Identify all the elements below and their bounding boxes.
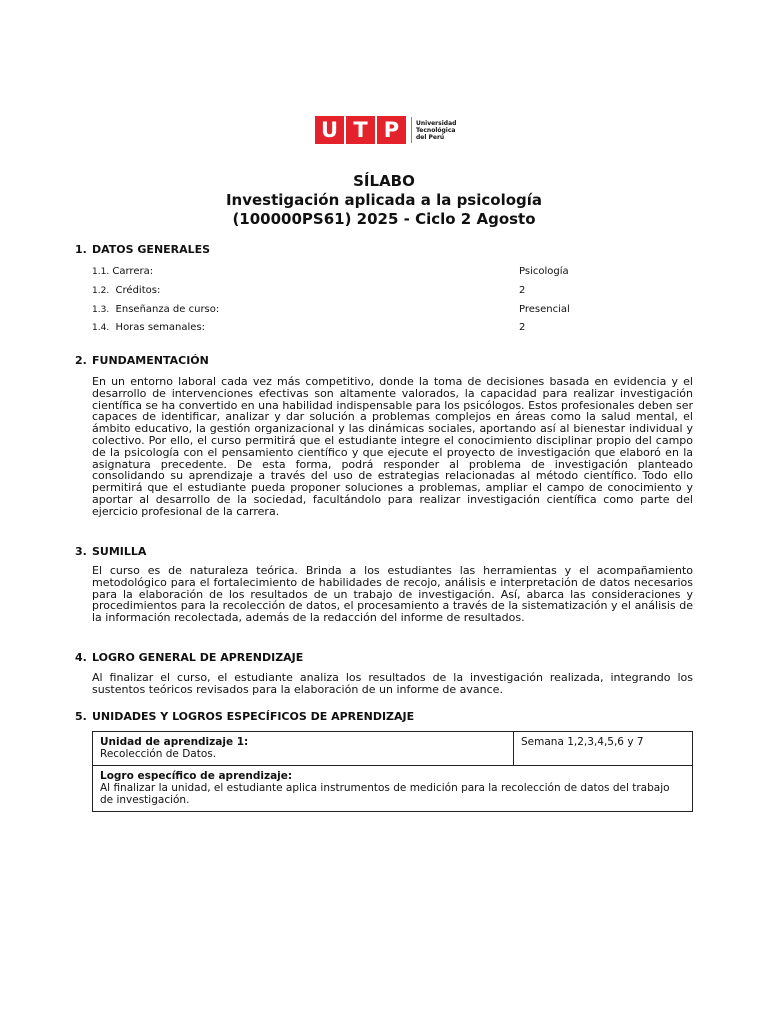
- section-number: 1.: [75, 243, 87, 256]
- logo-letter-p: P: [377, 116, 406, 144]
- data-row-horas: [92, 322, 592, 333]
- logo-university-name: [416, 120, 456, 141]
- logro-text: Al finalizar la unidad, el estudiante aplica instrumentos de medición para la recolección de datos del trabajo de investigación.: [100, 782, 670, 806]
- logo-line: Universidad: [416, 119, 457, 127]
- section-2-heading: [75, 354, 209, 367]
- section-5-heading: [75, 710, 414, 723]
- row-value: Presencial: [519, 304, 570, 315]
- data-row-carrera: [92, 266, 592, 277]
- row-index: 1.3.: [92, 305, 110, 315]
- row-value: 2: [519, 285, 526, 296]
- utp-logo: [315, 116, 456, 144]
- unit-label: Unidad de aprendizaje 1:: [100, 736, 249, 748]
- section-3-heading: [75, 545, 146, 558]
- document-title: [0, 172, 768, 229]
- row-index: 1.4.: [92, 323, 110, 333]
- row-label: Horas semanales:: [115, 322, 206, 333]
- weeks-cell: [514, 732, 693, 766]
- units-table: [92, 731, 693, 812]
- section-title: DATOS GENERALES: [92, 243, 211, 256]
- unit-cell: [93, 732, 514, 766]
- section-1-heading: [75, 243, 210, 256]
- section-number: 5.: [75, 710, 87, 723]
- section-number: 4.: [75, 651, 87, 664]
- logro-label: Logro específico de aprendizaje:: [100, 770, 293, 782]
- sumilla-text: El curso es de naturaleza teórica. Brinda a los estudiantes las herramientas y el acompañamiento metodológico para el fortalecimiento de habilidades de recojo, análisis e interpretación de datos necesarios para la elaboración de los resultados de un trabajo de investigación. Así, abarca las consideraciones y procedimientos para la recolección de datos, el procesamiento a través de la sistematización y el análisis de la información recolectada, además de la redacción del informe de resultados.: [92, 564, 693, 625]
- section-title: SUMILLA: [92, 545, 147, 558]
- title-line-3: (100000PS61) 2025 - Ciclo 2 Agosto: [232, 210, 536, 228]
- logo-letter-t: T: [346, 116, 375, 144]
- row-value: 2: [519, 322, 526, 333]
- row-index: 1.2.: [92, 286, 110, 296]
- row-index: 1.1.: [92, 267, 110, 277]
- title-line-1: SÍLABO: [353, 172, 415, 190]
- data-row-creditos: [92, 285, 592, 296]
- table-row: [93, 732, 693, 766]
- logo-line: Tecnológica: [416, 126, 456, 134]
- logro-general-text: Al finalizar el curso, el estudiante analiza los resultados de la investigación realizada, integrando los sustentos teóricos revisados para la elaboración de un informe de avance.: [92, 671, 693, 696]
- logo-divider: [411, 117, 412, 143]
- row-label: Carrera:: [112, 266, 154, 277]
- section-4-heading: [75, 651, 303, 664]
- section-number: 3.: [75, 545, 87, 558]
- row-label: Enseñanza de curso:: [115, 304, 220, 315]
- title-line-2: Investigación aplicada a la psicología: [225, 191, 543, 209]
- data-row-ensenanza: [92, 304, 592, 315]
- row-label: Créditos:: [115, 285, 161, 296]
- section-number: 2.: [75, 354, 87, 367]
- logro-cell: [93, 766, 693, 812]
- table-row: [93, 766, 693, 812]
- logo-line: del Perú: [416, 133, 445, 141]
- section-title: FUNDAMENTACIÓN: [92, 354, 209, 367]
- logo-letter-u: U: [315, 116, 344, 144]
- unit-name: Recolección de Datos.: [100, 748, 217, 760]
- row-value: Psicología: [519, 266, 569, 277]
- fundamentacion-text: En un entorno laboral cada vez más competitivo, donde la toma de decisiones basada en evidencia y el desarrollo de intervenciones efectivas son altamente valorados, la capacidad para realizar investigación científica se ha convertido en una habilidad indispensable para los psicólogos. Estos profesionales deben ser capaces de identificar, analizar y dar solución a problemas complejos en áreas como la salud mental, el ámbito educativo, la gestión organizacional y las dinámicas sociales, aportando así al bienestar individual y colectivo. Por ello, el curso permitirá que el estudiante integre el conocimiento disciplinar propio del campo de la psicología con el pensamiento científico y que ejecute el proyecto de investigación que elaboró en la asignatura precedente. De esta forma, podrá responder al problema de investigación planteado consolidando su aprendizaje a través del uso de estrategias relacionadas al método científico. Todo ello permitirá que el estudiante pueda proponer soluciones a problemas, ampliar el campo de conocimiento y aportar al desarrollo de la sociedad, facultándolo para realizar investigación científica como parte del ejercicio profesional de la carrera.: [92, 375, 693, 518]
- unit-weeks: Semana 1,2,3,4,5,6 y 7: [521, 736, 644, 748]
- section-title: UNIDADES Y LOGROS ESPECÍFICOS DE APRENDIZAJE: [92, 710, 415, 723]
- section-title: LOGRO GENERAL DE APRENDIZAJE: [92, 651, 304, 664]
